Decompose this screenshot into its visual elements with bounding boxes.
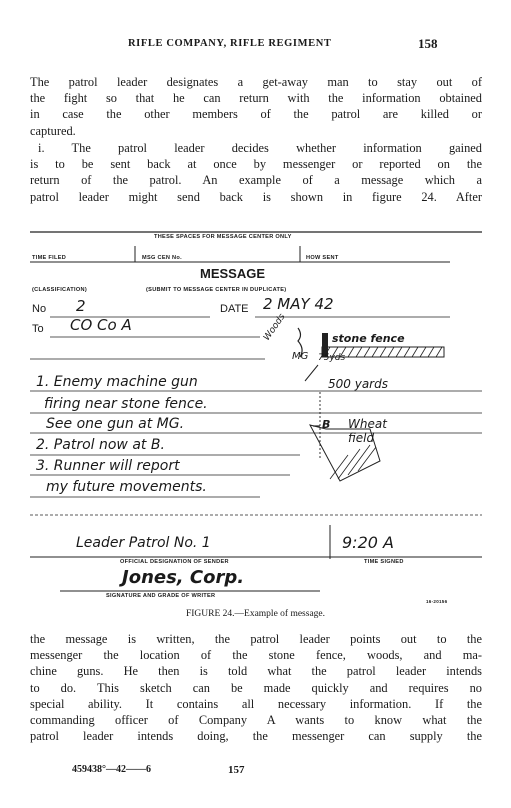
header-title: RIFLE COMPANY, RIFLE REGIMENT <box>128 38 332 49</box>
sender-label: OFFICIAL DESIGNATION OF SENDER <box>120 559 229 565</box>
text-line: The patrol leader designates a get-away man to stay out of <box>30 75 482 89</box>
to-value: CO Co A <box>70 316 132 334</box>
message-line-text: 3. Runner will report <box>36 458 180 474</box>
message-form <box>30 229 482 615</box>
message-title: MESSAGE <box>200 266 266 281</box>
message-line-text: firing near stone fence. <box>44 396 208 412</box>
no-label: No <box>32 303 47 315</box>
date-value: 2 MAY 42 <box>263 295 334 313</box>
date-label: DATE <box>220 303 249 315</box>
message-line-text: 2. Patrol now at B. <box>36 437 165 453</box>
text-line: special ability. It contains all necessary information. If the <box>30 696 482 711</box>
text-line: chine guns. He then is told what the patrol leader intends <box>30 664 482 679</box>
classification-label: (CLASSIFICATION) <box>32 287 88 293</box>
message-line-text: See one gun at MG. <box>46 416 185 432</box>
sketch-500-label: 500 yards <box>328 377 388 391</box>
footer-page-number: 157 <box>228 764 245 776</box>
message-line-text: 1. Enemy machine gun <box>36 374 198 390</box>
text-line: the fight so that he can return with the information obtained <box>30 91 482 106</box>
text-line: patrol leader might send back is shown in figure 24. After <box>30 189 482 204</box>
text-line: is to be sent back at once by messenger or reported on the <box>30 157 482 172</box>
print-code: 16-20156 <box>426 599 448 604</box>
text-line: in case the other members of the patrol are killed or <box>30 107 482 122</box>
signature-label: SIGNATURE AND GRADE OF WRITER <box>106 593 216 599</box>
submit-note: (SUBMIT TO MESSAGE CENTER IN DUPLICATE) <box>146 287 287 293</box>
running-header <box>0 38 511 54</box>
sketch-stone-fence-label: stone fence <box>332 332 405 345</box>
time-signed-value: 9:20 A <box>342 533 394 552</box>
text-line: to do. This sketch can be made quickly and requires no <box>30 680 482 695</box>
text-line: commanding officer of Company A wants to know what the <box>30 712 482 727</box>
sender-value: Leader Patrol No. 1 <box>76 535 211 551</box>
text-line: return of the patrol. An example of a message which a <box>30 173 482 188</box>
text-line: patrol leader intends doing, the messenger can supply the <box>30 729 482 744</box>
text-line: captured. <box>30 123 76 138</box>
signature-value: Jones, Corp. <box>122 567 245 588</box>
message-center-note: THESE SPACES FOR MESSAGE CENTER ONLY <box>154 234 292 240</box>
no-value: 2 <box>76 297 86 315</box>
figure-caption: FIGURE 24.—Example of message. <box>185 609 326 619</box>
time-signed-label: TIME SIGNED <box>364 559 404 565</box>
msg-cen-no-label: MSG CEN No. <box>142 255 182 261</box>
wheat-field-hatch <box>330 445 376 479</box>
to-label: To <box>32 323 44 335</box>
text-line: messenger the location of the stone fence, woods, and ma- <box>30 648 482 663</box>
sketch-wheat-field-label: Wheat field <box>348 417 387 445</box>
header-page-number: 158 <box>418 36 438 51</box>
time-filed-label: TIME FILED <box>32 255 67 261</box>
text-line: i. The patrol leader decides whether information gained <box>38 141 482 155</box>
mg-line <box>305 365 318 381</box>
how-sent-label: HOW SENT <box>306 255 339 261</box>
message-line-text: my future movements. <box>46 479 207 495</box>
intro-paragraph <box>30 74 482 139</box>
text-line: the message is written, the patrol leader points out to the <box>30 632 482 646</box>
sketch-75-label: 75yds <box>318 353 346 363</box>
sketch-mg-label: MG <box>292 351 309 362</box>
sketch-woods-label: Woods <box>262 312 288 343</box>
closing-paragraph <box>30 631 482 744</box>
footer-print-number: 459438°—42——6 <box>72 764 151 775</box>
sketch-b-label: B <box>322 418 331 431</box>
item-i-paragraph <box>30 140 482 205</box>
